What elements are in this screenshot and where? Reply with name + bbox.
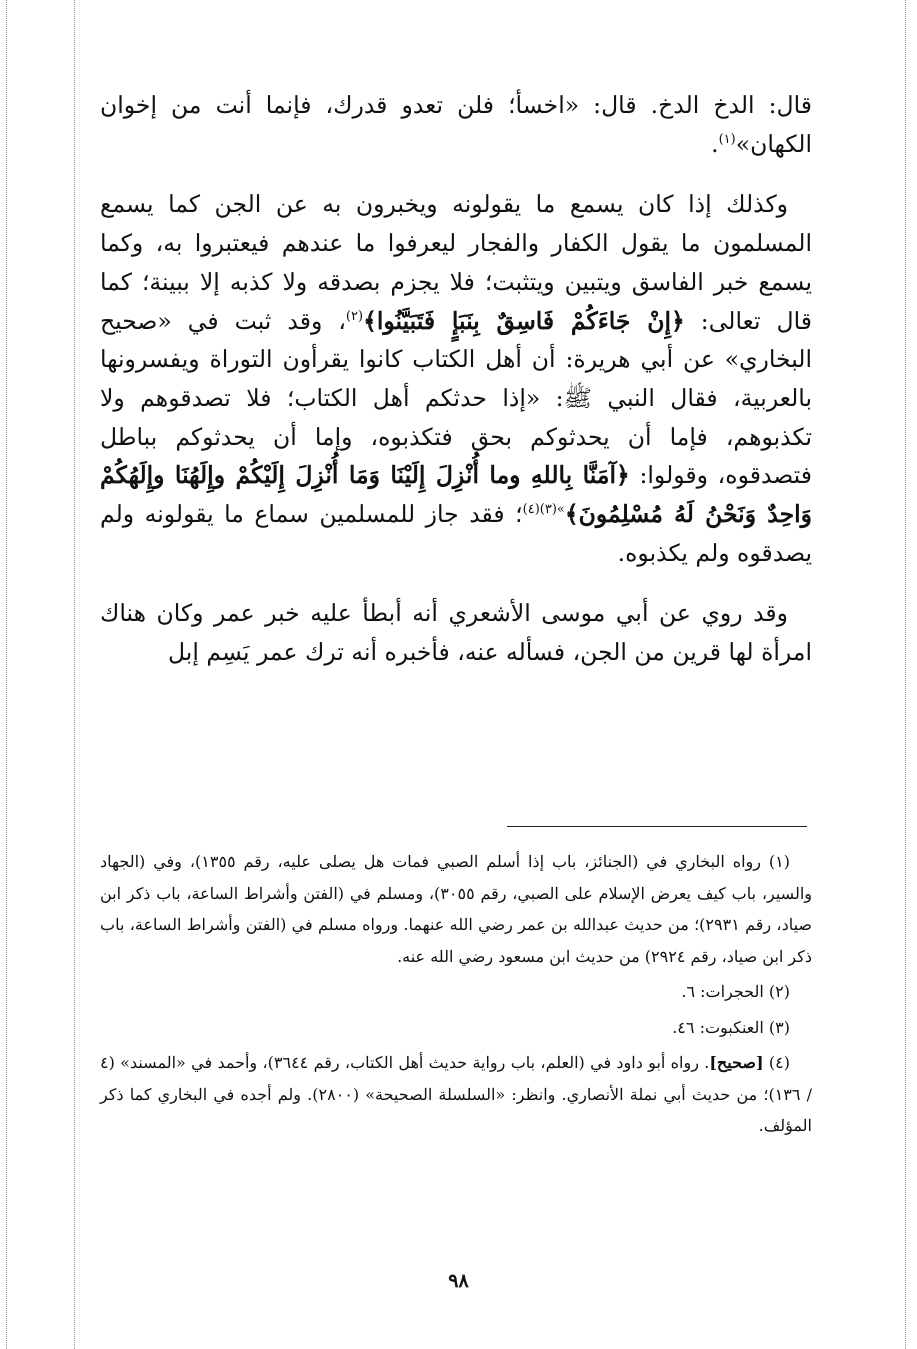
margin-guide-left-inner <box>74 0 75 1349</box>
paragraph-2: وكذلك إذا كان يسمع ما يقولونه ويخبرون به عن الجن كما يسمع المسلمون ما يقول الكفار والفجار ليعرفوا ما عندهم فيعتبروا به، وكما يسمع خبر الفاسق ويتبين ويتثبت؛ فلا يجزم بصدقه ولا كذبه إلا ببينة؛ كما قال تعالى: ﴿إِنْ جَاءَكُمْ فَاسِقٌ بِنَبَإٍ فَتَبَيَّنُوا﴾$^{(٢)}$، وقد ثبت في «صحيح البخاري» عن أبي هريرة: أن أهل الكتاب كانوا يقرأون التوراة ويفسرونها بالعربية، فقال النبي ﷺ: «إذا حدثكم أهل الكتاب؛ فلا تصدقوهم ولا تكذبوهم، فإما أن يحدثوكم بحق فتكذبوه، وإما أن يحدثوكم بباطل فتصدقوه، وقولوا: ﴿آمَنَّا بِاللهِ وما أُنْزِلَ إِلَيْنَا وَمَا أُنْزِلَ إِلَيْكُمْ وإِلَهُنَا وإِلَهُكُمْ وَاحِدٌ وَنَحْنُ لَهُ مُسْلِمُونَ﴾$^{»(٣)(٤)}$؛ فقد جاز للمسلمين سماع ما يقولونه ولم يصدقوه ولم يكذبوه. <box>100 190 813 567</box>
main-text <box>100 86 812 694</box>
margin-guide-right <box>905 0 906 1349</box>
footnote-1: (١) رواه البخاري في (الجنائز، باب إذا أسلم الصبي فمات هل يصلى عليه، رقم ١٣٥٥)، وفي (الجهاد والسير، باب كيف يعرض الإسلام على الصبي، رقم ٣٠٥٥)، ومسلم في (الفتن وأشراط الساعة، باب ذكر ابن صياد، رقم ٢٩٣١)؛ من حديث عبدالله بن عمر رضي الله عنهما. ورواه مسلم في (الفتن وأشراط الساعة، باب ذكر ابن صياد، رقم ٢٩٢٤) من حديث ابن مسعود رضي الله عنه. <box>100 852 812 966</box>
footnote-3: (٣) العنكبوت: ٤٦. <box>672 1017 790 1037</box>
footnote-4: (٤) [صحيح]. رواه أبو داود في (العلم، باب رواية حديث أهل الكتاب، رقم ٣٦٤٤)، وأحمد في «المسند» (٤ / ١٣٦)؛ من حديث أبي نملة الأنصاري. وانظر: «السلسلة الصحيحة» (٢٨٠٠). ولم أجده في البخاري كما ذكر المؤلف. <box>100 1053 813 1135</box>
paragraph-1: قال: الدخ الدخ. قال: «اخسأ؛ فلن تعدو قدرك، فإنما أنت من إخوان الكهان»$^{(١)}$. <box>100 91 812 158</box>
paragraph-3: وقد روي عن أبي موسى الأشعري أنه أبطأ عليه خبر عمر وكان هناك امرأة لها قرين من الجن، فسأله عنه، فأخبره أنه ترك عمر يَسِم إبل <box>100 599 812 667</box>
footnote-ref-1: (١) <box>718 131 736 147</box>
footnote-ref-2: (٢) <box>345 308 364 324</box>
margin-guide-left <box>6 0 7 1349</box>
footnote-separator <box>507 826 807 827</box>
footnote-ref-3-4: »(٣)(٤) <box>522 502 565 518</box>
footnotes <box>100 846 812 1142</box>
grade-label: [صحيح] <box>709 1053 764 1072</box>
page-number: ٩٨ <box>448 1270 469 1292</box>
quran-verse-2: ﴿آمَنَّا بِاللهِ وما أُنْزِلَ إِلَيْنَا وَمَا أُنْزِلَ إِلَيْكُمْ وإِلَهُنَا وإِلَهُكُمْ وَاحِدٌ وَنَحْنُ لَهُ مُسْلِمُونَ﴾ <box>100 461 813 529</box>
footnote-2: (٢) الحجرات: ٦. <box>681 982 790 1001</box>
quran-verse-1: ﴿إِنْ جَاءَكُمْ فَاسِقٌ بِنَبَإٍ فَتَبَيَّنُوا﴾ <box>363 306 685 335</box>
